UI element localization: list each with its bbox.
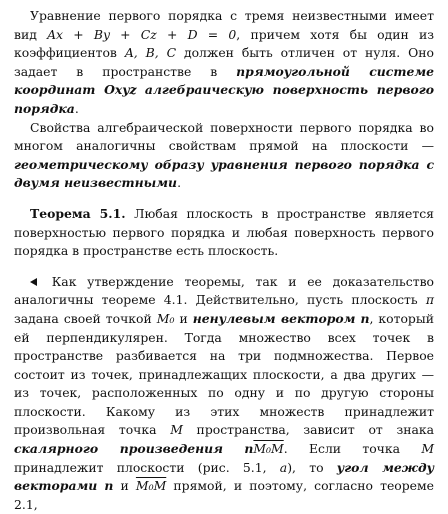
text: Уравнение первого порядка с тремя неизвестными имеет вид xyxy=(14,8,434,42)
theorem-text: Любая плоскость в пространстве является поверхностью первого порядка и любая поверхность первого порядка в пространстве есть плоскость. xyxy=(14,205,434,259)
figure-letter: а xyxy=(279,459,288,475)
vector-symbol: n xyxy=(244,441,254,457)
vector-symbol: M₀M xyxy=(253,441,284,457)
text: Как утверждение теоремы, так и ее доказательство аналогичны теореме 4.1. Действительно, пусть плоскость xyxy=(14,273,434,308)
paragraph-plane-equation xyxy=(14,7,434,119)
plane-symbol: π xyxy=(425,292,434,308)
text: . xyxy=(177,175,182,191)
point-symbol: M₀ xyxy=(156,310,175,326)
emphasis-term: прямоугольной системе координат Oxyz xyxy=(14,63,434,98)
emphasis-term: геометрическому образу уравнения первого порядка с двумя неизвестными xyxy=(14,156,434,191)
point-symbol: M xyxy=(170,422,183,438)
text: , причем хотя бы один из коэффициентов xyxy=(14,26,435,61)
vector-symbol: M₀M xyxy=(135,478,167,494)
text: прямой, и поэтому, согласно теореме 2.1, xyxy=(14,478,434,512)
equation: Ax + By + Cz + D = 0 xyxy=(47,26,237,42)
text: и xyxy=(113,478,136,494)
point-symbol: M xyxy=(421,441,434,457)
paragraph-properties xyxy=(14,119,434,193)
text xyxy=(137,82,145,97)
text: и xyxy=(174,310,193,326)
text: , который ей перпендикулярен. Тогда множество всех точек в пространстве разбивается на три подмножества. Первое состоит из точек, принадлежащих плоскости, а два других — из точек, расположенных по одну и по другую стороны плоскости. Какому из этих множеств принадлежит произвольная точка xyxy=(14,310,434,438)
text: . xyxy=(74,100,79,116)
proof-start-icon xyxy=(30,278,37,286)
text: Свойства алгебраической поверхности первого порядка во многом аналогичны свойствам прямой на плоскости — xyxy=(14,119,434,154)
coefficients: A, B, C xyxy=(124,45,177,61)
text: . Если точка xyxy=(283,441,422,457)
text: ), то xyxy=(287,459,337,475)
emphasis-term: алгебраическую поверхность первого порядка xyxy=(14,82,434,116)
emphasis-term: ненулевым вектором xyxy=(192,310,356,326)
text: задана своей точкой xyxy=(14,310,157,326)
theorem-paragraph xyxy=(14,205,434,261)
emphasis-term: скалярного произведения xyxy=(14,441,224,457)
emphasis-term: угол между векторами xyxy=(14,459,435,494)
text: принадлежит плоскости (рис. 5.1, xyxy=(14,459,280,475)
proof-paragraph xyxy=(14,273,434,514)
vector-symbol: n xyxy=(360,310,370,326)
vector-symbol: n xyxy=(104,478,114,494)
text: должен быть отличен от нуля. Оно задает в пространстве в xyxy=(14,45,434,79)
text: пространства, зависит от знака xyxy=(182,422,434,438)
theorem-label: Теорема 5.1. xyxy=(30,205,126,221)
